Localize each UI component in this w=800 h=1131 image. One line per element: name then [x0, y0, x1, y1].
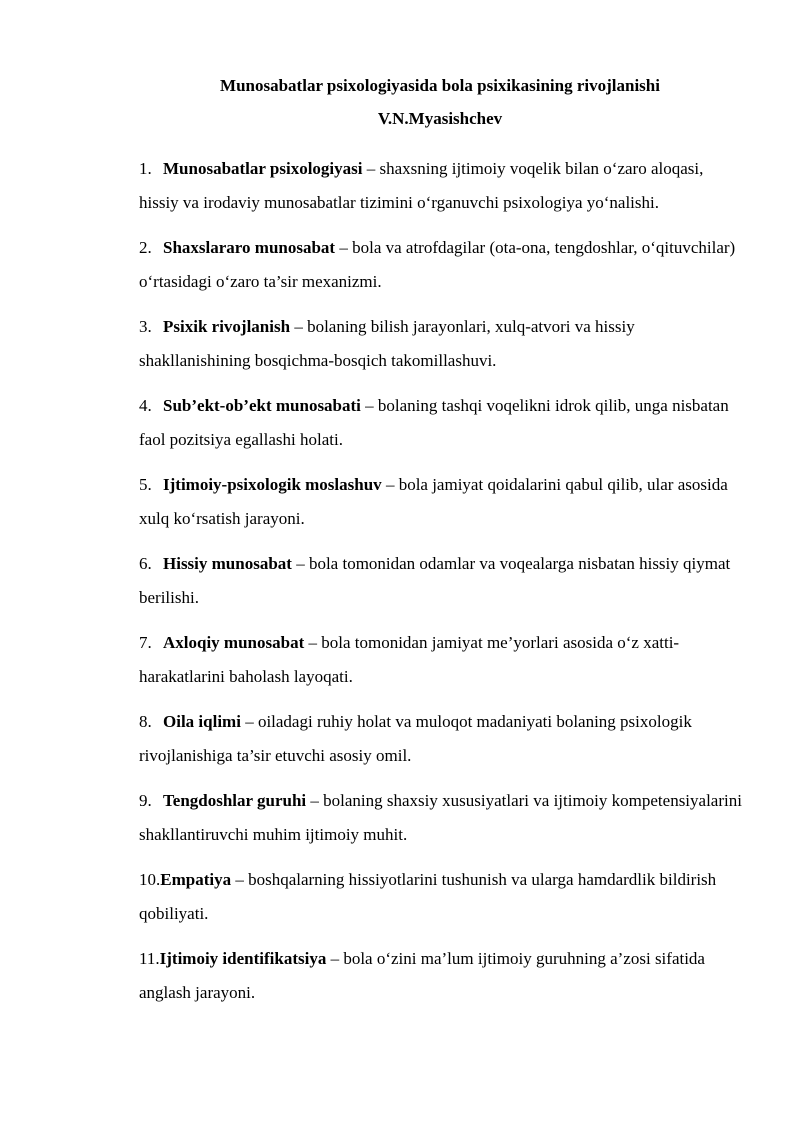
definition-list: [139, 152, 743, 1021]
definition-item: [139, 863, 743, 930]
item-number: 2.: [139, 238, 152, 257]
definition-item: [139, 231, 743, 298]
item-number: 11.: [139, 949, 160, 968]
document-title: Munosabatlar psixologiyasida bola psixikasining rivojlanishi: [220, 76, 660, 95]
item-term: Empatiya: [160, 870, 232, 889]
definition-item: [139, 547, 743, 614]
item-number: 10.: [139, 870, 161, 889]
document-author: V.N.Myasishchev: [377, 109, 503, 128]
item-definition: – boshqalarning hissiyotlarini tushunish va ularga hamdardlik bildirish qobiliyati.: [139, 870, 717, 923]
item-number: 5.: [139, 475, 152, 494]
item-definition: – shaxsning ijtimoiy voqelik bilan o‘zaro aloqasi, hissiy va irodaviy munosabatlar tizimini o‘rganuvchi psixologiya yo‘nalishi.: [139, 159, 704, 212]
item-definition: – oiladagi ruhiy holat va muloqot madaniyati bolaning psixologik rivojlanishiga ta’sir etuvchi asosiy omil.: [139, 712, 692, 765]
item-number: 8.: [139, 712, 152, 731]
item-term: Hissiy munosabat: [163, 554, 292, 573]
item-definition: – bola tomonidan odamlar va voqealarga nisbatan hissiy qiymat berilishi.: [139, 554, 731, 607]
item-term: Axloqiy munosabat: [163, 633, 305, 652]
item-term: Ijtimoiy-psixologik moslashuv: [163, 475, 382, 494]
item-number: 1.: [139, 159, 152, 178]
item-term: Psixik rivojlanish: [163, 317, 291, 336]
definition-item: [139, 389, 743, 456]
item-number: 3.: [139, 317, 152, 336]
item-definition: – bolaning tashqi voqelikni idrok qilib, unga nisbatan faol pozitsiya egallashi holati.: [139, 396, 729, 449]
item-term: Ijtimoiy identifikatsiya: [159, 949, 327, 968]
definition-item: [139, 626, 743, 693]
item-term: Sub’ekt-ob’ekt munosabati: [163, 396, 361, 415]
item-number: 7.: [139, 633, 152, 652]
item-definition: – bola jamiyat qoidalarini qabul qilib, ular asosida xulq ko‘rsatish jarayoni.: [139, 475, 728, 528]
item-number: 4.: [139, 396, 152, 415]
definition-item: [139, 310, 743, 377]
item-definition: – bola tomonidan jamiyat me’yorlari asosida o‘z xatti-harakatlarini baholash layoqati.: [139, 633, 680, 686]
item-term: Shaxslararo munosabat: [163, 238, 336, 257]
definition-item: [139, 152, 743, 219]
item-definition: – bolaning bilish jarayonlari, xulq-atvori va hissiy shakllanishining bosqichma-bosqich takomillashuvi.: [139, 317, 635, 370]
definition-item: [139, 705, 743, 772]
item-definition: – bola o‘zini ma’lum ijtimoiy guruhning a’zosi sifatida anglash jarayoni.: [139, 949, 705, 1002]
item-number: 9.: [139, 791, 152, 810]
definition-item: [139, 942, 743, 1009]
item-definition: – bolaning shaxsiy xususiyatlari va ijtimoiy kompetensiyalarini shakllantiruvchi muhim ijtimoiy muhit.: [139, 791, 742, 844]
item-definition: – bola va atrofdagilar (ota-ona, tengdoshlar, o‘qituvchilar) o‘rtasidagi o‘zaro ta’sir mexanizmi.: [139, 238, 736, 291]
item-term: Oila iqlimi: [163, 712, 241, 731]
item-number: 6.: [139, 554, 152, 573]
definition-item: [139, 468, 743, 535]
definition-item: [139, 784, 743, 851]
item-term: Tengdoshlar guruhi: [163, 791, 307, 810]
item-term: Munosabatlar psixologiyasi: [163, 159, 363, 178]
